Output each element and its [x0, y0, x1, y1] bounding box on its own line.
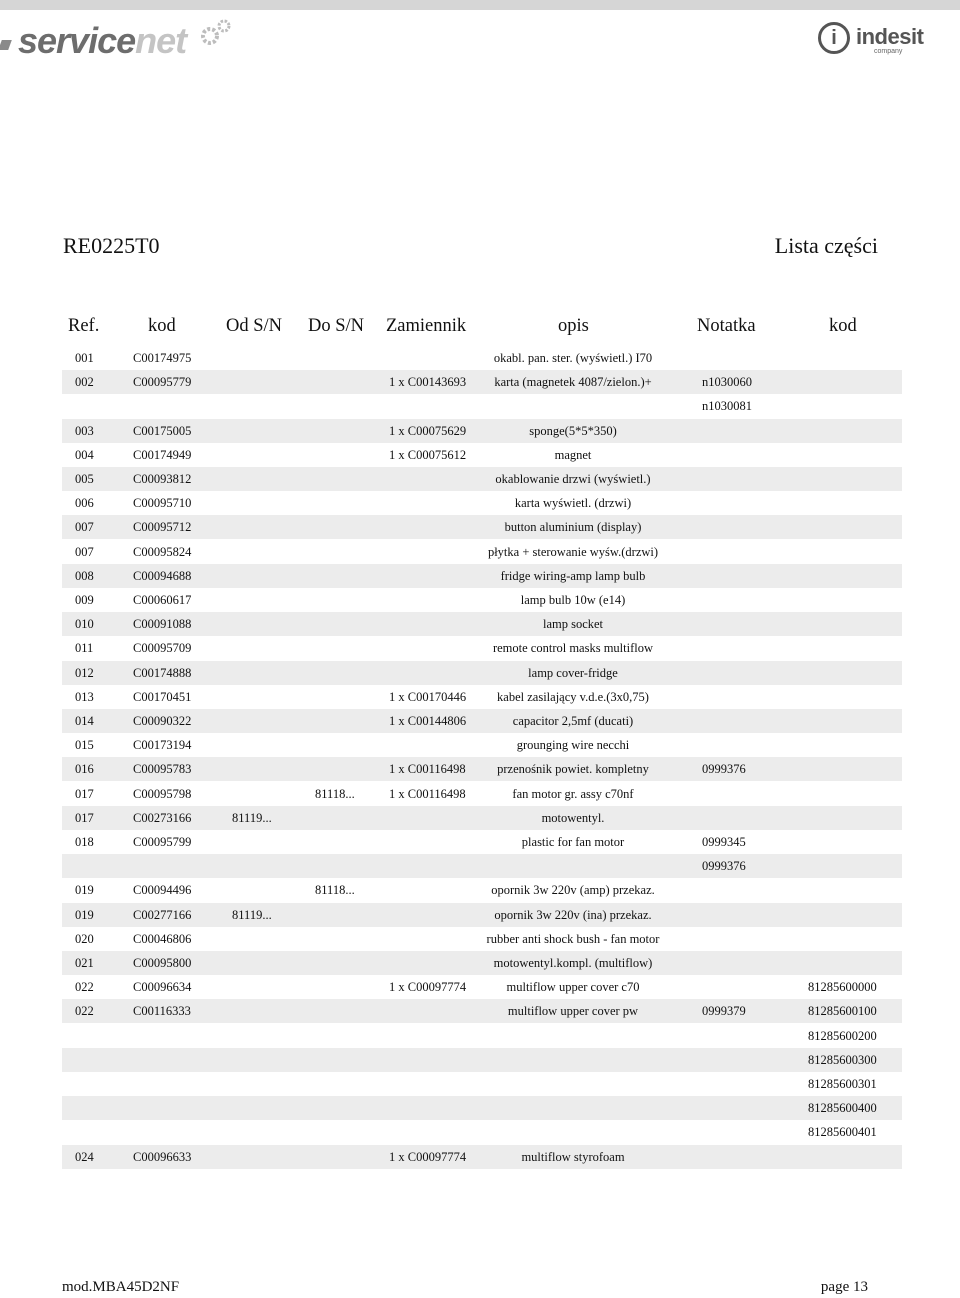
- cell-kod-2: 81285600100: [808, 1004, 877, 1019]
- cell-kod: C00174975: [133, 351, 192, 365]
- table-row: [62, 806, 902, 830]
- cell-zamiennik: 1 x C00075629: [389, 423, 467, 438]
- table-row: [62, 370, 902, 394]
- cell-kod: C00116333: [133, 1004, 191, 1019]
- cell-opis: lamp socket: [542, 617, 604, 632]
- cell-kod-2: 81285600400: [808, 1101, 877, 1116]
- cell-opis: capacitor 2,5mf (ducati): [512, 714, 634, 728]
- table-row: [62, 467, 902, 491]
- cell-opis: motowentyl.kompl. (multiflow): [493, 956, 653, 970]
- table-row: [62, 709, 902, 733]
- table-row: [62, 878, 902, 902]
- cell-opis: lamp bulb 10w (e14): [520, 593, 626, 607]
- cell-zamiennik: 1 x C00097774: [389, 1149, 467, 1164]
- cell-do-sn: 81118...: [315, 883, 355, 898]
- table-row: [62, 951, 902, 975]
- cell-ref: 024: [75, 1149, 94, 1164]
- servicenet-wordmark: servicenet: [18, 20, 187, 61]
- cell-ref: 003: [75, 423, 94, 438]
- table-row: [62, 588, 902, 612]
- indesit-wordmark: indesit: [856, 24, 924, 49]
- cell-ref: 021: [75, 956, 94, 970]
- cell-ref: 020: [75, 931, 94, 946]
- cell-notatka: 0999376: [702, 859, 746, 874]
- cell-kod: C00277166: [133, 907, 192, 922]
- table-row: [62, 1072, 902, 1096]
- table-row: [62, 854, 902, 878]
- cell-opis: grounging wire necchi: [516, 738, 630, 753]
- table-row: [62, 733, 902, 757]
- cell-opis: button aluminium (display): [504, 520, 642, 535]
- table-row: [62, 612, 902, 636]
- document-title: Lista części: [774, 233, 878, 258]
- cell-kod-2: 81285600300: [808, 1052, 877, 1067]
- cell-od-sn: 81119...: [232, 907, 272, 922]
- cell-ref: 017: [75, 810, 94, 825]
- cell-ref: 006: [75, 496, 94, 511]
- cell-kod: C00095709: [133, 641, 192, 656]
- table-row: [62, 491, 902, 515]
- cell-kod: C00174888: [133, 665, 192, 680]
- cell-ref: 011: [75, 641, 94, 656]
- cell-kod-2: 81285600401: [808, 1125, 877, 1140]
- table-row: [62, 903, 902, 927]
- logo-dash: [0, 40, 12, 50]
- cell-ref: 002: [75, 375, 94, 390]
- table-row: [62, 564, 902, 588]
- cell-ref: 022: [75, 1004, 94, 1019]
- indesit-logo: [818, 22, 948, 62]
- cell-kod: C00273166: [133, 810, 192, 825]
- cell-kod: C00095824: [133, 544, 192, 559]
- cell-opis: okablowanie drzwi (wyświetl.): [495, 472, 651, 486]
- table-row: [62, 636, 902, 660]
- table-row: [62, 757, 902, 781]
- cell-notatka: n1030081: [702, 399, 752, 414]
- cell-notatka: 0999345: [702, 835, 746, 849]
- table-row: [62, 346, 902, 370]
- cell-notatka: 0999376: [702, 762, 746, 777]
- footer-model: mod.MBA45D2NF: [62, 1279, 180, 1295]
- servicenet-logo: [0, 14, 250, 64]
- cell-ref: 004: [75, 447, 94, 462]
- cell-zamiennik: 1 x C00116498: [389, 762, 466, 777]
- table-row: [62, 1024, 902, 1048]
- cell-kod: C00170451: [133, 689, 192, 704]
- cell-ref: 009: [75, 593, 94, 607]
- top-bar: [0, 0, 960, 10]
- cell-ref: 018: [75, 835, 94, 849]
- cell-do-sn: 81118...: [315, 786, 355, 801]
- column-header-do-sn: Do S/N: [308, 316, 365, 336]
- table-row: [62, 515, 902, 539]
- cell-opis: remote control masks multiflow: [492, 641, 654, 656]
- table-row: [62, 661, 902, 685]
- cell-zamiennik: 1 x C00097774: [389, 980, 467, 995]
- document-code: RE0225T0: [63, 233, 160, 258]
- cell-od-sn: 81119...: [232, 810, 272, 825]
- table-row: [62, 830, 902, 854]
- cell-opis: sponge(5*5*350): [529, 423, 617, 438]
- cell-kod: C00095798: [133, 786, 192, 801]
- table-row: [62, 1048, 902, 1072]
- cell-ref: 019: [75, 883, 94, 898]
- cell-kod-2: 81285600200: [808, 1028, 877, 1043]
- table-row: [62, 443, 902, 467]
- column-header-kod: kod: [148, 316, 176, 336]
- column-header-ref: Ref.: [68, 316, 100, 336]
- cell-kod: C00096633: [133, 1149, 192, 1164]
- cell-opis: plastic for fan motor: [521, 835, 625, 849]
- cell-kod-2: 81285600000: [808, 980, 877, 995]
- table-row: [62, 975, 902, 999]
- cell-kod: C00091088: [133, 617, 192, 632]
- cell-opis: okabl. pan. ster. (wyświetl.) I70: [493, 351, 653, 365]
- cell-kod: C00094688: [133, 568, 192, 583]
- cell-ref: 013: [75, 689, 94, 704]
- cell-kod: C00090322: [133, 714, 192, 728]
- table-row: [62, 1145, 902, 1169]
- table-row: [62, 1096, 902, 1120]
- cell-opis: multiflow upper cover c70: [506, 980, 640, 995]
- cell-ref: 007: [75, 520, 94, 535]
- indesit-mark: i: [818, 22, 850, 54]
- cell-kod: C00095799: [133, 835, 192, 849]
- cell-notatka: 0999379: [702, 1004, 746, 1019]
- cell-kod: C00096634: [133, 980, 192, 995]
- cell-kod: C00093812: [133, 472, 192, 486]
- table-row: [62, 782, 902, 806]
- cell-zamiennik: 1 x C00075612: [389, 447, 467, 462]
- cell-ref: 015: [75, 738, 94, 753]
- cell-zamiennik: 1 x C00144806: [389, 714, 467, 728]
- cell-zamiennik: 1 x C00170446: [389, 689, 467, 704]
- cell-opis: rubber anti shock bush - fan motor: [486, 931, 660, 946]
- cell-opis: karta (magnetek 4087/zielon.)+: [494, 375, 652, 390]
- cell-opis: karta wyświetl. (drzwi): [514, 496, 632, 511]
- cell-opis: multiflow styrofoam: [521, 1149, 625, 1164]
- cell-zamiennik: 1 x C00143693: [389, 375, 467, 390]
- cell-kod: C00175005: [133, 423, 192, 438]
- cell-ref: 010: [75, 617, 94, 632]
- cell-ref: 008: [75, 568, 94, 583]
- cell-kod: C00095800: [133, 956, 192, 970]
- table-row: [62, 1120, 902, 1144]
- column-header-zamiennik: Zamiennik: [386, 316, 467, 336]
- table-row: [62, 540, 902, 564]
- cell-ref: 005: [75, 472, 94, 486]
- cell-kod: C00095783: [133, 762, 192, 777]
- cell-opis: fan motor gr. assy c70nf: [512, 786, 634, 801]
- cell-kod: C00095710: [133, 496, 192, 511]
- cell-kod: C00174949: [133, 447, 192, 462]
- footer-page: page 13: [820, 1279, 868, 1295]
- cell-kod: C00095712: [133, 520, 192, 535]
- cell-opis: motowentyl.: [541, 810, 605, 825]
- cell-opis: lamp cover-fridge: [528, 665, 618, 680]
- cell-ref: 016: [75, 762, 94, 777]
- cell-ref: 022: [75, 980, 94, 995]
- cell-ref: 007: [75, 544, 94, 559]
- cell-notatka: n1030060: [702, 375, 752, 390]
- cell-opis: płytka + sterowanie wyśw.(drzwi): [487, 544, 659, 559]
- cell-opis: fridge wiring-amp lamp bulb: [500, 568, 646, 583]
- cell-ref: 014: [75, 714, 94, 728]
- cell-kod: C00046806: [133, 931, 192, 946]
- cell-zamiennik: 1 x C00116498: [389, 786, 466, 801]
- cell-kod-2: 81285600301: [808, 1077, 877, 1091]
- column-header-kod-2: kod: [829, 316, 857, 336]
- cell-kod: C00060617: [133, 593, 192, 607]
- table-row: [62, 927, 902, 951]
- table-row: [62, 685, 902, 709]
- cell-opis: opornik 3w 220v (amp) przekaz.: [491, 883, 655, 898]
- cell-ref: 017: [75, 786, 94, 801]
- cell-opis: magnet: [554, 447, 592, 462]
- cell-kod: C00095779: [133, 375, 192, 390]
- cell-ref: 019: [75, 907, 94, 922]
- cell-opis: przenośnik powiet. kompletny: [497, 762, 649, 777]
- cell-opis: kabel zasilający v.d.e.(3x0,75): [497, 689, 649, 704]
- table-row: [62, 419, 902, 443]
- cell-ref: 001: [75, 351, 94, 365]
- indesit-subtitle: company: [874, 48, 903, 55]
- table-row: [62, 999, 902, 1023]
- column-header-od-sn: Od S/N: [226, 316, 283, 336]
- cell-opis: multiflow upper cover pw: [507, 1004, 639, 1019]
- column-header-opis: opis: [558, 316, 589, 336]
- cell-kod: C00094496: [133, 883, 192, 898]
- gears-icon: [196, 14, 236, 54]
- cell-opis: opornik 3w 220v (ina) przekaz.: [494, 907, 652, 922]
- cell-ref: 012: [75, 665, 94, 680]
- cell-kod: C00173194: [133, 738, 192, 753]
- table-row: [62, 394, 902, 418]
- column-header-notatka: Notatka: [697, 316, 756, 336]
